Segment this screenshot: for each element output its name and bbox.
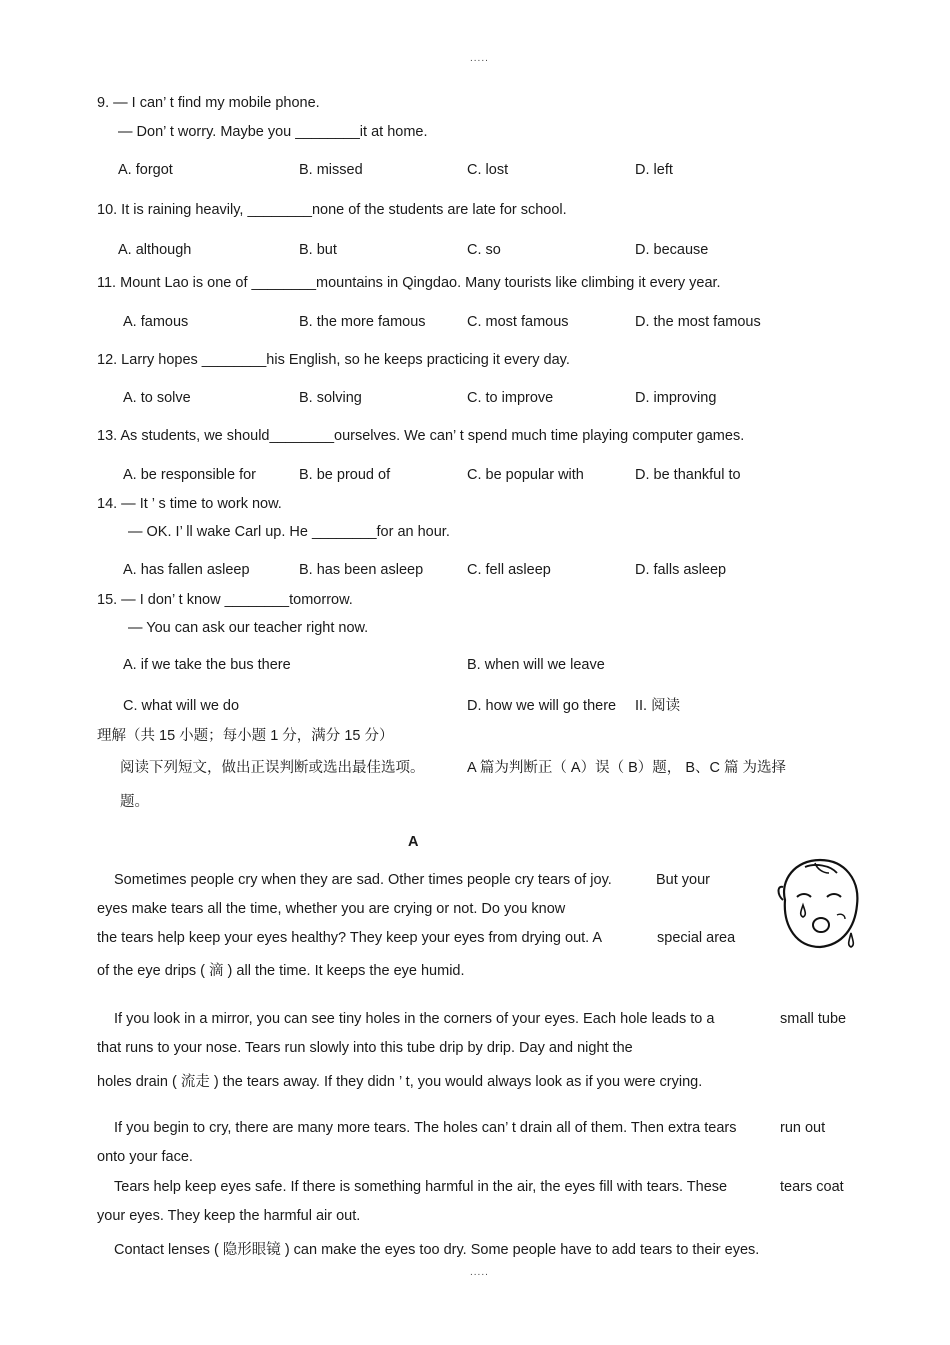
question-12-option-d: D. improving xyxy=(635,390,717,406)
instructions-part-2: A 篇为判断正（ A）误（ B）题， B、C 篇 为选择 xyxy=(467,760,787,776)
footer-dots: ..... xyxy=(470,1267,489,1278)
passage-line-2: eyes make tears all the time, whether you are crying or not. Do you know xyxy=(97,901,566,917)
question-14-option-a: A. has fallen asleep xyxy=(123,562,250,578)
question-10-option-a: A. although xyxy=(118,242,192,258)
question-10-option-d: D. because xyxy=(635,242,709,258)
question-10-option-c: C. so xyxy=(467,242,501,258)
question-13-option-b: B. be proud of xyxy=(299,467,391,483)
instructions-part-1: 阅读下列短文，做出正误判断或选出最佳选项。 xyxy=(120,760,425,776)
passage-line-1: Sometimes people cry when they are sad. Other times people cry tears of joy. xyxy=(114,872,612,888)
question-11-option-b: B. the more famous xyxy=(299,314,426,330)
passage-line-3: the tears help keep your eyes healthy? They keep your eyes from drying out. A xyxy=(97,930,603,946)
question-15-option-a: A. if we take the bus there xyxy=(123,657,291,673)
passage-line-7: holes drain ( 流走 ) the tears away. If they didn ’ t, you would always look as if you were crying. xyxy=(97,1074,703,1090)
question-14-option-c: C. fell asleep xyxy=(467,562,551,578)
question-12-option-c: C. to improve xyxy=(467,390,554,406)
instructions-part-3: 题。 xyxy=(120,794,149,810)
passage-line-8: If you begin to cry, there are many more tears. The holes can’ t drain all of them. Then extra tears xyxy=(114,1120,737,1136)
question-13-option-d: D. be thankful to xyxy=(635,467,741,483)
passage-line-4: of the eye drips ( 滴 ) all the time. It keeps the eye humid. xyxy=(97,963,465,979)
question-9-option-a: A. forgot xyxy=(118,162,173,178)
passage-line-8b: run out xyxy=(780,1120,826,1136)
question-11-line-1: 11. Mount Lao is one of ________mountains in Qingdao. Many tourists like climbing it every year. xyxy=(97,275,721,291)
passage-line-1b: But your xyxy=(656,872,710,888)
question-14-option-d: D. falls asleep xyxy=(635,562,727,578)
question-9-line-1: 9. — I can’ t find my mobile phone. xyxy=(97,95,320,111)
question-11-option-a: A. famous xyxy=(123,314,189,330)
passage-line-11: your eyes. They keep the harmful air out. xyxy=(97,1208,361,1224)
passage-title: A xyxy=(408,834,419,850)
passage-line-3b: special area xyxy=(657,930,736,946)
passage-line-10b: tears coat xyxy=(780,1179,844,1195)
question-11-option-c: C. most famous xyxy=(467,314,569,330)
question-12-line-1: 12. Larry hopes ________his English, so he keeps practicing it every day. xyxy=(97,352,570,368)
section-2-heading: 理解（共 15 小题；每小题 1 分，满分 15 分） xyxy=(97,728,394,744)
question-10-line-1: 10. It is raining heavily, ________none of the students are late for school. xyxy=(97,202,567,218)
question-15-line-1: 15. — I don’ t know ________tomorrow. xyxy=(97,592,353,608)
passage-line-9: onto your face. xyxy=(97,1149,193,1165)
passage-line-10: Tears help keep eyes safe. If there is something harmful in the air, the eyes fill with tears. These xyxy=(114,1179,728,1195)
question-13-line-1: 13. As students, we should________ourselves. We can’ t spend much time playing computer games. xyxy=(97,428,745,444)
question-14-line-2: — OK. I’ ll wake Carl up. He ________for an hour. xyxy=(128,524,450,540)
question-14-option-b: B. has been asleep xyxy=(299,562,424,578)
section-2-heading-start: II. 阅读 xyxy=(635,698,681,714)
header-dots: ..... xyxy=(470,53,489,64)
question-15-option-b: B. when will we leave xyxy=(467,657,605,673)
question-13-option-c: C. be popular with xyxy=(467,467,584,483)
question-10-option-b: B. but xyxy=(299,242,337,258)
passage-line-5: If you look in a mirror, you can see tiny holes in the corners of your eyes. Each hole leads to a xyxy=(114,1011,715,1027)
question-9-option-c: C. lost xyxy=(467,162,509,178)
crying-face-illustration xyxy=(775,855,865,955)
question-9-line-2: — Don’ t worry. Maybe you ________it at home. xyxy=(118,124,428,140)
question-9-option-b: B. missed xyxy=(299,162,363,178)
question-9-option-d: D. left xyxy=(635,162,673,178)
passage-line-6: that runs to your nose. Tears run slowly into this tube drip by drip. Day and night the xyxy=(97,1040,633,1056)
question-15-option-d: D. how we will go there xyxy=(467,698,617,714)
question-13-option-a: A. be responsible for xyxy=(123,467,256,483)
passage-line-12: Contact lenses ( 隐形眼镜 ) can make the eyes too dry. Some people have to add tears to their eyes. xyxy=(114,1242,760,1258)
passage-line-5b: small tube xyxy=(780,1011,847,1027)
question-12-option-a: A. to solve xyxy=(123,390,191,406)
question-14-line-1: 14. — It ’ s time to work now. xyxy=(97,496,282,512)
question-15-option-c: C. what will we do xyxy=(123,698,240,714)
question-15-line-2: — You can ask our teacher right now. xyxy=(128,620,369,636)
question-12-option-b: B. solving xyxy=(299,390,362,406)
question-11-option-d: D. the most famous xyxy=(635,314,761,330)
